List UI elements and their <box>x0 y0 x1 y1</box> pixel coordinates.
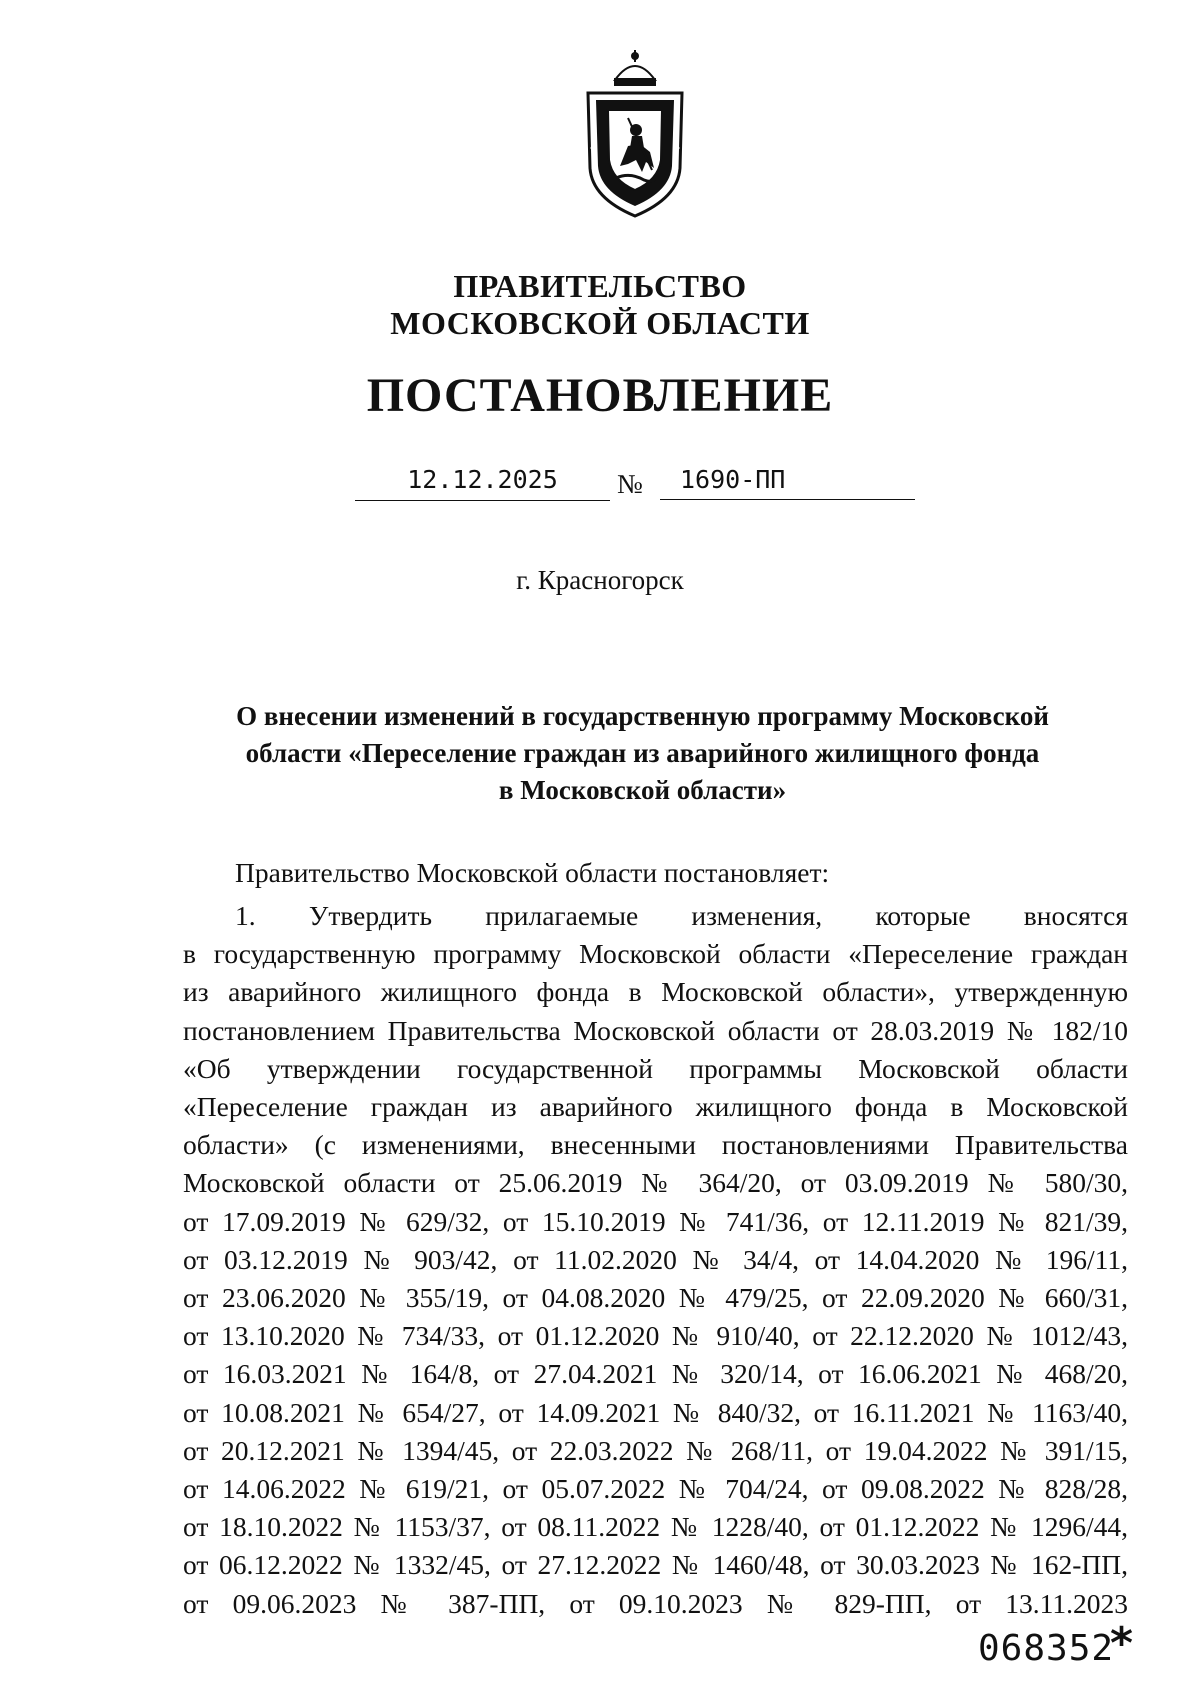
number-sign: № <box>617 469 643 499</box>
coat-of-arms-icon <box>570 48 700 223</box>
city-of-issue: г. Красногорск <box>516 565 684 595</box>
paragraph-line: от 18.10.2022 № 1153/37, от 08.11.2022 № 1228/40, от 01.12.2022 № 1296/44, <box>183 1511 1128 1543</box>
document-type: ПОСТАНОВЛЕНИЕ <box>366 369 834 422</box>
paragraph-line: 1. Утвердить прилагаемые изменения, которые вносятся <box>235 900 1128 931</box>
paragraph-line: от 20.12.2021 № 1394/45, от 22.03.2022 № 268/11, от 19.04.2022 № 391/15, <box>183 1434 1128 1466</box>
paragraph-line: «Об утверждении государственной программы Московской области <box>183 1052 1128 1084</box>
paragraph-line: от 10.08.2021 № 654/27, от 14.09.2021 № 840/32, от 16.11.2021 № 1163/40, <box>183 1396 1128 1428</box>
paragraph-line: в государственную программу Московской области «Переселение граждан <box>183 938 1128 970</box>
subject-line: области «Переселение граждан из аварийного жилищного фонда <box>245 738 1040 768</box>
paragraph-line: от 17.09.2019 № 629/32, от 15.10.2019 № 741/36, от 12.11.2019 № 821/39, <box>183 1205 1128 1237</box>
paragraph-line: «Переселение граждан из аварийного жилищного фонда в Московской <box>183 1091 1128 1123</box>
paragraph-line: от 03.12.2019 № 903/42, от 11.02.2020 № 34/4, от 14.04.2020 № 196/11, <box>183 1243 1128 1275</box>
paragraph-line: от 16.03.2021 № 164/8, от 27.04.2021 № 320/14, от 16.06.2021 № 468/20, <box>183 1358 1128 1390</box>
document-subject <box>185 698 1100 809</box>
intro-paragraph: Правительство Московской области постановляет: <box>235 857 830 888</box>
paragraph-line: от 23.06.2020 № 355/19, от 04.08.2020 № 479/25, от 22.09.2020 № 660/31, <box>183 1282 1128 1314</box>
paragraph-line: от 14.06.2022 № 619/21, от 05.07.2022 № 704/24, от 09.08.2022 № 828/28, <box>183 1473 1128 1505</box>
asterisk-mark: * <box>1110 1618 1134 1669</box>
paragraph-line: от 06.12.2022 № 1332/45, от 27.12.2022 № 1460/48, от 30.03.2023 № 162-ПП, <box>183 1549 1128 1581</box>
document-number: 1690-ПП <box>660 462 915 500</box>
paragraph-line: из аварийного жилищного фонда в Московской области», утвержденную <box>183 976 1128 1008</box>
organization-name-line-1: ПРАВИТЕЛЬСТВО <box>453 268 747 304</box>
subject-line: О внесении изменений в государственную программу Московской <box>236 701 1049 731</box>
paragraph-line: от 13.10.2020 № 734/33, от 01.12.2020 № 910/40, от 22.12.2020 № 1012/43, <box>183 1320 1128 1352</box>
subject-line: в Московской области» <box>498 775 787 805</box>
paragraph-line: области» (с изменениями, внесенными постановлениями Правительства <box>183 1129 1128 1161</box>
item-1-paragraph <box>183 897 1128 1623</box>
organization-name-line-2: МОСКОВСКОЙ ОБЛАСТИ <box>390 305 810 341</box>
serial-number: 068352 <box>978 1628 1115 1669</box>
paragraph-line: постановлением Правительства Московской области от 28.03.2019 № 182/10 <box>183 1014 1128 1046</box>
document-date: 12.12.2025 <box>355 462 610 501</box>
paragraph-line: от 09.06.2023 № 387-ПП, от 09.10.2023 № 829-ПП, от 13.11.2023 <box>183 1587 1128 1619</box>
paragraph-line: Московской области от 25.06.2019 № 364/20, от 03.09.2019 № 580/30, <box>183 1167 1128 1199</box>
